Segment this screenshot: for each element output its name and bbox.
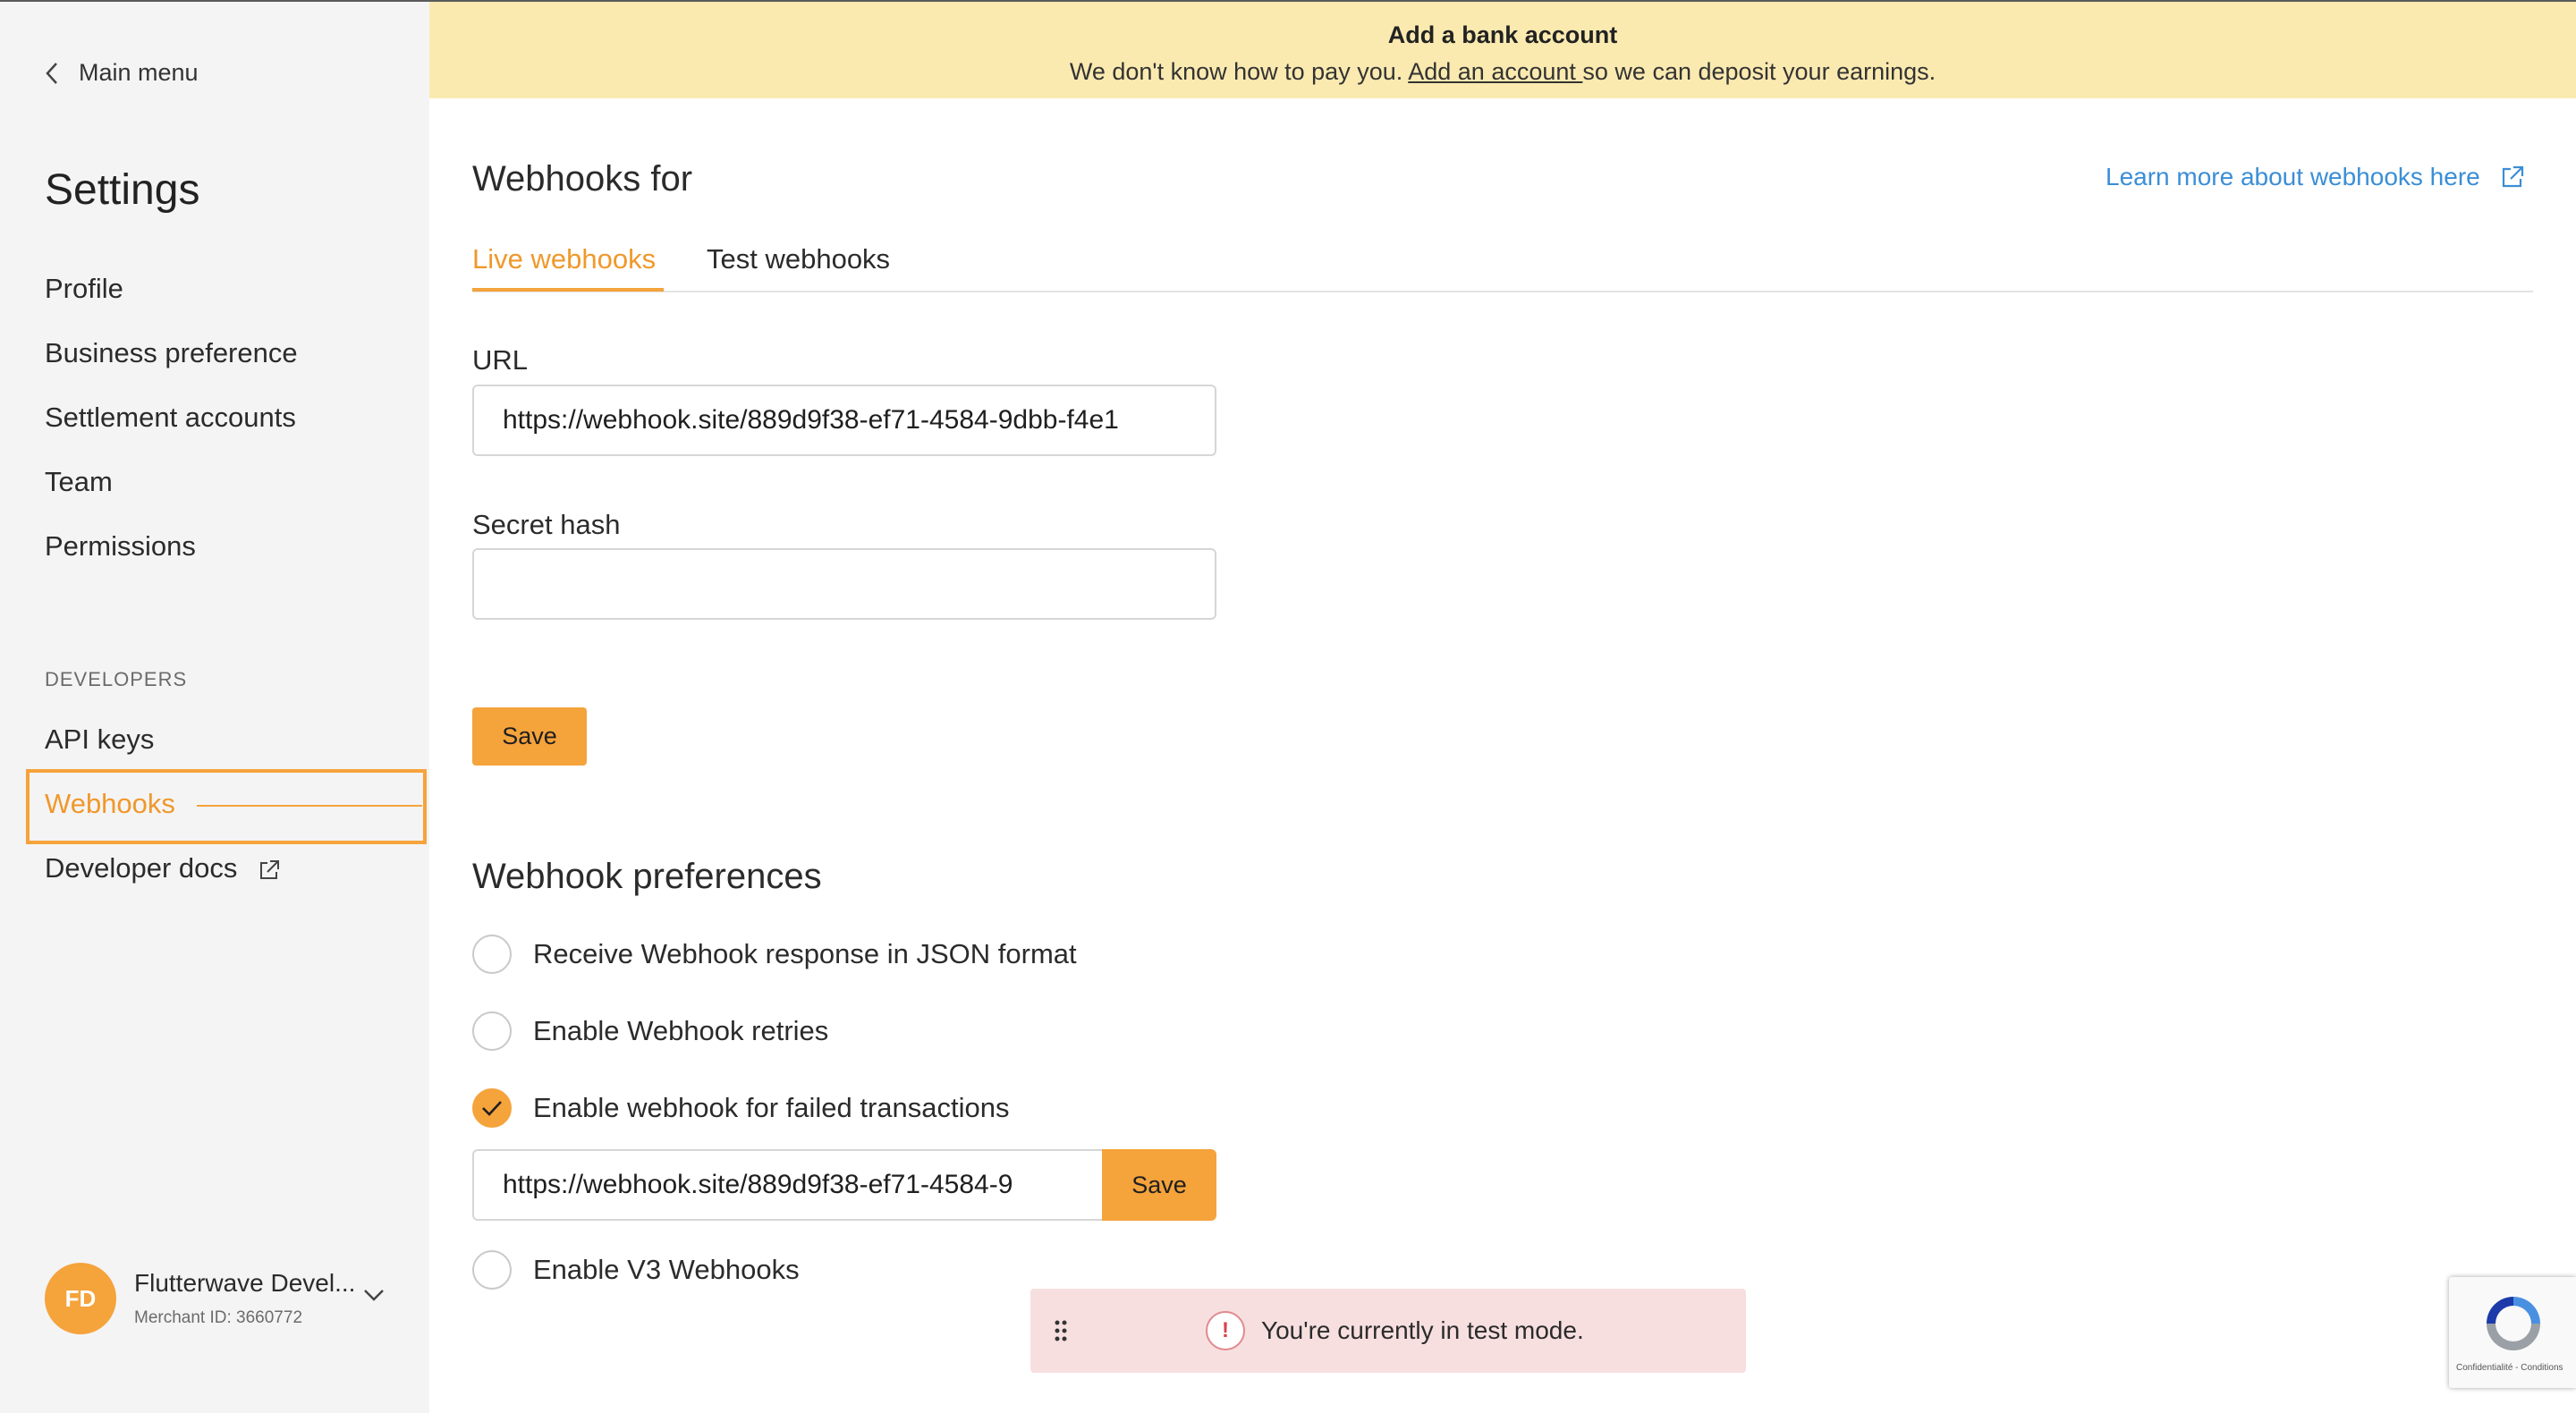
recaptcha-badge[interactable] [2449,1277,2576,1388]
failed-transactions-label: Enable webhook for failed transactions [533,1092,1010,1123]
url-label: URL [472,344,529,376]
webhook-retries-checkbox[interactable] [472,1011,512,1051]
external-link-icon [258,859,281,882]
recaptcha-terms[interactable]: Confidentialité - Conditions [2456,1363,2563,1373]
chevron-down-icon[interactable] [361,1287,386,1303]
chevron-left-icon [45,62,59,85]
banner-title: Add a bank account [1387,21,1618,48]
active-item-line [197,805,422,807]
sidebar-item-developer-docs[interactable] [45,852,281,884]
failed-webhook-url-input[interactable] [472,1149,1102,1221]
secret-hash-input[interactable] [472,548,1216,620]
secret-hash-label: Secret hash [472,509,621,540]
tab-test-webhooks[interactable]: Test webhooks [707,243,891,275]
active-tab-indicator [472,288,664,292]
account-name: Flutterwave Devel... [134,1269,356,1297]
settings-title: Settings [45,166,200,214]
pref-webhook-retries[interactable] [472,1011,828,1051]
sidebar-item-api-keys[interactable]: API keys [45,723,155,755]
webhook-retries-label: Enable Webhook retries [533,1015,829,1046]
drag-handle-icon[interactable] [1054,1318,1068,1343]
failed-webhook-save-button[interactable]: Save [1102,1149,1216,1221]
pref-json-format[interactable] [472,935,1077,974]
developer-docs-label: Developer docs [45,852,238,884]
learn-more-link[interactable] [2106,163,2525,191]
webhook-preferences-title: Webhook preferences [472,857,822,896]
sidebar [0,2,429,1413]
banner-text-after: so we can deposit your earnings. [1582,58,1936,85]
sidebar-item-team[interactable]: Team [45,466,113,497]
external-link-icon [2500,165,2525,190]
account-switcher[interactable] [45,1263,355,1334]
merchant-id: Merchant ID: 3660772 [134,1308,303,1327]
sidebar-item-webhooks[interactable]: Webhooks [45,788,175,819]
banner-text-before: We don't know how to pay you. [1069,58,1409,85]
v3-webhooks-checkbox[interactable] [472,1250,512,1290]
sidebar-item-business-preference[interactable]: Business preference [45,337,298,368]
sidebar-item-profile[interactable]: Profile [45,273,123,304]
main-menu-link[interactable] [45,59,199,87]
bank-account-banner [429,2,2576,98]
v3-webhooks-label: Enable V3 Webhooks [533,1254,800,1285]
developers-section-label: DEVELOPERS [45,668,188,690]
save-button[interactable]: Save [472,707,587,766]
pref-failed-transactions[interactable] [472,1088,1010,1128]
tabs-divider [472,291,2533,292]
test-mode-toast [1030,1289,1746,1373]
recaptcha-logo-icon [2481,1291,2546,1356]
sidebar-item-settlement-accounts[interactable]: Settlement accounts [45,402,296,433]
main-menu-label: Main menu [79,59,199,86]
add-account-link[interactable]: Add an account [1408,58,1583,85]
sidebar-item-permissions[interactable]: Permissions [45,530,196,562]
failed-transactions-checkbox[interactable] [472,1088,512,1128]
toast-message: You're currently in test mode. [1261,1316,1584,1344]
warning-icon: ! [1206,1311,1245,1350]
url-input[interactable] [472,385,1216,456]
banner-message [429,58,2576,86]
json-format-checkbox[interactable] [472,935,512,974]
page-title: Webhooks for [472,159,693,199]
pref-v3-webhooks[interactable] [472,1250,800,1290]
checkmark-icon [480,1098,504,1118]
json-format-label: Receive Webhook response in JSON format [533,938,1077,969]
tab-live-webhooks[interactable]: Live webhooks [472,243,657,275]
learn-more-label: Learn more about webhooks here [2106,163,2480,190]
avatar: FD [45,1263,116,1334]
